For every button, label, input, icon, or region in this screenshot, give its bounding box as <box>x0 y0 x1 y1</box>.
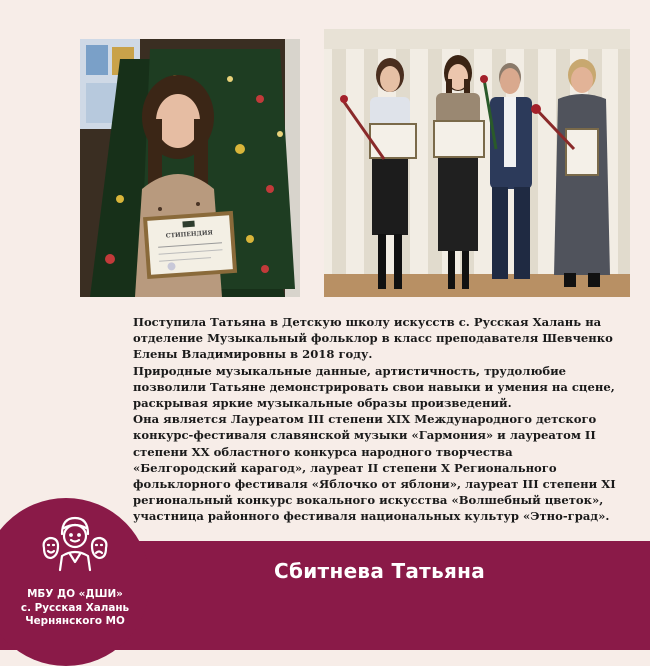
org-line-2: с. Русская Халань <box>20 601 130 614</box>
student-name: Сбитнева Татьяна <box>274 559 486 583</box>
bio-line: «Белгородский карагод», лауреат II степени X Регионального <box>133 460 557 475</box>
bio-line: фольклорного фестиваля «Яблочко от яблони», лауреат III степени XI <box>133 477 616 492</box>
bio-line: Она является Лауреатом III степени XIX Международного детского <box>133 412 597 427</box>
bio-line: Поступила Татьяна в Детскую школу искусств с. Русская Халань на <box>133 315 602 329</box>
bio-line: участница районного фестиваля национальных культур «Этно-град». <box>133 509 610 524</box>
bio-line: отделение Музыкальный фольклор в класс преподавателя Шевченко <box>133 331 613 346</box>
org-line-1: МБУ ДО «ДШИ» <box>27 588 123 600</box>
photo-girl-with-certificate <box>80 39 300 297</box>
biography-text <box>133 314 623 525</box>
bio-line: Елены Владимировны в 2018 году. <box>133 347 373 362</box>
bio-line: степени XX областного конкурса народного творчества <box>133 444 513 459</box>
org-line-3: Чернянского МО <box>25 615 125 627</box>
photo-award-ceremony <box>324 29 630 297</box>
bio-line: позволили Татьяне демонстрировать свои навыки и умения на сцене, <box>133 379 615 394</box>
bio-line: региональный конкурс вокального искусства «Волшебный цветок», <box>133 493 604 508</box>
bio-line: конкурс-фестиваля славянской музыки «Гармония» и лауреатом II <box>133 428 596 443</box>
child-with-theater-masks-icon <box>40 512 110 574</box>
school-name <box>10 588 140 629</box>
certificate-heading: СТИПЕНДИЯ <box>165 229 214 240</box>
bio-line: Природные музыкальные данные, артистичность, трудолюбие <box>133 363 567 378</box>
bio-line: раскрывая яркие музыкальные образы произведений. <box>133 396 512 411</box>
